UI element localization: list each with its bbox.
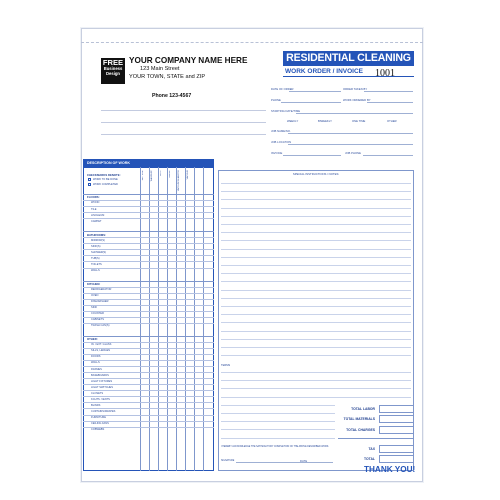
- instruction-line[interactable]: [221, 322, 411, 323]
- label-job-name: JOB NAME/NO.: [271, 130, 291, 133]
- terms-line[interactable]: [221, 413, 335, 414]
- column-header: VACUUM: [187, 170, 189, 180]
- perforation-line: [81, 42, 423, 43]
- company-name: YOUR COMPANY NAME HERE: [129, 56, 248, 65]
- label-job-phone: JOB PHONE: [345, 152, 361, 155]
- table-row: [83, 366, 214, 367]
- customer-line[interactable]: [101, 134, 266, 135]
- instruction-line[interactable]: [221, 240, 411, 241]
- work-item-label[interactable]: SINK: [91, 306, 98, 310]
- thank-you-text: THANK YOU!: [364, 465, 416, 474]
- work-item-label[interactable]: TOILETS: [91, 262, 102, 266]
- instruction-line[interactable]: [221, 290, 411, 291]
- instruction-line[interactable]: [221, 281, 411, 282]
- starting-date-time-field[interactable]: [296, 113, 413, 114]
- order-taken-by-field[interactable]: [364, 91, 413, 92]
- instruction-line[interactable]: [221, 339, 411, 340]
- company-city: YOUR TOWN, STATE and ZIP: [129, 74, 206, 80]
- label-invoice: INVOICE: [271, 152, 283, 155]
- form-title: RESIDENTIAL CLEANING: [283, 51, 414, 66]
- total-charges-box[interactable]: [379, 426, 414, 434]
- instruction-line[interactable]: [221, 249, 411, 250]
- work-item-label[interactable]: CEILING FANS: [91, 421, 109, 425]
- terms-line[interactable]: [221, 405, 335, 406]
- totals-separator: [338, 438, 414, 439]
- column-header: WAX/BUFF: [151, 170, 153, 182]
- table-row: [83, 360, 214, 361]
- work-item-label[interactable]: FRAMES: [91, 367, 102, 371]
- work-item-label[interactable]: MIRROR(S): [91, 238, 105, 242]
- work-item-label[interactable]: TUB(S): [91, 256, 100, 260]
- section-divider: [83, 194, 214, 195]
- work-item-label[interactable]: DOORS: [91, 355, 101, 359]
- terms-line[interactable]: [221, 380, 411, 381]
- instruction-line[interactable]: [221, 208, 411, 209]
- terms-line[interactable]: [221, 388, 411, 389]
- table-row: [83, 293, 214, 294]
- label-order-taken-by: ORDER TAKEN BY: [343, 88, 368, 91]
- work-item-label[interactable]: CABINETS: [91, 318, 104, 322]
- work-item-label[interactable]: WALLS: [91, 268, 100, 272]
- instruction-line[interactable]: [221, 355, 411, 356]
- column-header: SWEEP: [169, 170, 171, 178]
- work-completed-label: WORK COMPLETED: [93, 183, 118, 186]
- job-location-field[interactable]: [288, 144, 413, 145]
- instruction-line[interactable]: [221, 298, 411, 299]
- work-item-label[interactable]: BLINDS: [91, 403, 101, 407]
- section-title: OTHER:: [87, 337, 98, 342]
- instruction-line[interactable]: [221, 199, 411, 200]
- total-labor-label: TOTAL LABOR: [351, 407, 375, 411]
- work-item-label[interactable]: COUNTER: [91, 312, 104, 316]
- label-job-location: JOB LOCATION: [271, 141, 292, 144]
- terms-line[interactable]: [221, 397, 411, 398]
- work-to-be-done-checkbox: [88, 178, 91, 181]
- table-row: [83, 268, 214, 269]
- work-item-label[interactable]: FURNITURE: [91, 415, 106, 419]
- work-item-label[interactable]: CLOSETS: [91, 391, 104, 395]
- logo-design-text: Design: [106, 70, 120, 76]
- work-item-label[interactable]: LIGHT SWITCHES: [91, 385, 114, 389]
- work-item-label[interactable]: DISHWASHER: [91, 300, 109, 304]
- table-row: [83, 200, 214, 201]
- table-row: [83, 402, 214, 403]
- label-phone: PHONE: [271, 99, 281, 102]
- terms-line[interactable]: [221, 372, 411, 373]
- tax-label: TAX: [368, 447, 375, 451]
- instruction-line[interactable]: [221, 216, 411, 217]
- instruction-line[interactable]: [221, 224, 411, 225]
- total-materials-box[interactable]: [379, 415, 414, 423]
- table-row: [83, 218, 214, 219]
- instruction-line[interactable]: [221, 191, 411, 192]
- company-logo: [101, 58, 125, 84]
- work-item-label[interactable]: CARPET: [91, 219, 102, 223]
- column-header: VACUUM/SHAMPOO: [178, 170, 180, 192]
- date-label: DATE: [300, 460, 308, 463]
- work-item-label[interactable]: IN. / EXT. GLASS: [91, 343, 112, 347]
- instruction-line[interactable]: [221, 306, 411, 307]
- work-item-label[interactable]: WALLS: [91, 361, 100, 365]
- work-item-label[interactable]: COBWEBS: [91, 428, 105, 432]
- phone-field[interactable]: [281, 102, 341, 103]
- total-charges-label: TOTAL CHARGES: [346, 428, 375, 432]
- work-item-label[interactable]: SILLS, LEDGES: [91, 349, 111, 353]
- signature-field[interactable]: [236, 462, 333, 463]
- option-one-time[interactable]: ONE TIME: [352, 120, 366, 123]
- instruction-line[interactable]: [221, 331, 411, 332]
- terms-line[interactable]: [221, 438, 335, 439]
- work-item-label[interactable]: SINK(S): [91, 244, 101, 248]
- company-street: 123 Main Street: [140, 66, 180, 72]
- instruction-line[interactable]: [221, 347, 411, 348]
- terms-label: TERMS: [221, 364, 231, 367]
- section-title: FLOORS:: [87, 195, 100, 200]
- work-item-label[interactable]: WOOD: [91, 201, 100, 205]
- invoice-field[interactable]: [283, 155, 341, 156]
- instruction-line[interactable]: [221, 183, 411, 184]
- label-starting-date-time: STARTING DATE/TIME: [271, 110, 301, 113]
- table-row: [83, 261, 214, 262]
- instruction-line[interactable]: [221, 232, 411, 233]
- section-title: KITCHEN:: [87, 281, 101, 286]
- work-completed-checkbox: [88, 183, 91, 186]
- logo-free-text: FREE: [102, 58, 124, 67]
- work-item-label[interactable]: LINOLEUM: [91, 213, 105, 217]
- table-row: [83, 305, 214, 306]
- work-ordered-by-field[interactable]: [367, 102, 413, 103]
- label-work-ordered-by: WORK ORDERED BY: [343, 99, 371, 102]
- work-item-label[interactable]: REFRIGERATOR: [91, 287, 112, 291]
- option-other[interactable]: OTHER: [387, 120, 397, 123]
- form-number: 1001: [375, 68, 395, 79]
- signature-text: SIGNATURE: [221, 460, 235, 462]
- special-instructions-title: SPECIAL INSTRUCTIONS / NOTES:: [292, 172, 340, 176]
- instruction-line[interactable]: [221, 314, 411, 315]
- total-labor-box[interactable]: [379, 405, 414, 413]
- work-item-label[interactable]: CURTAINS/DRAPES: [91, 409, 116, 413]
- option-biweekly[interactable]: BIWEEKLY: [318, 120, 332, 123]
- total-label: TOTAL: [364, 457, 375, 461]
- tax-box[interactable]: [379, 445, 414, 453]
- customer-line[interactable]: [101, 110, 266, 111]
- column-header: DUST: [160, 170, 162, 176]
- column-header: WET MOP: [142, 170, 144, 181]
- instruction-line[interactable]: [221, 273, 411, 274]
- work-item-label[interactable]: BASEBOARDS: [91, 373, 109, 377]
- table-row: [83, 206, 214, 207]
- checkmarks-denote-label: CHECKMARKS DENOTE:: [87, 173, 121, 177]
- total-materials-label: TOTAL MATERIALS: [343, 417, 375, 421]
- work-item-label[interactable]: TILE: [91, 207, 97, 211]
- terms-line[interactable]: [221, 421, 335, 422]
- form-subtitle: WORK ORDER / INVOICE: [285, 68, 364, 75]
- logo-business-text: Business: [103, 66, 123, 71]
- instruction-line[interactable]: [221, 265, 411, 266]
- instruction-line[interactable]: [221, 257, 411, 258]
- section-divider: [83, 336, 214, 337]
- table-row: [83, 255, 214, 256]
- customer-line[interactable]: [101, 122, 266, 123]
- authorization-text: I HEREBY ACKNOWLEDGE THE SATISFACTORY COMPLETION OF THE ABOVE DESCRIBED WORK.: [221, 446, 330, 448]
- option-weekly[interactable]: WEEKLY: [287, 120, 299, 123]
- table-row: [83, 354, 214, 355]
- job-phone-field[interactable]: [363, 155, 413, 156]
- work-item-label[interactable]: TRASH CAN(S): [91, 324, 110, 328]
- company-phone: Phone 123-4567: [152, 93, 192, 99]
- description-header: DESCRIPTION OF WORK: [83, 159, 214, 167]
- work-to-be-done-label: WORK TO BE DONE: [93, 178, 118, 181]
- work-item-label[interactable]: OVEN: [91, 294, 99, 297]
- section-title: BATHROOMS:: [87, 232, 107, 237]
- work-item-label[interactable]: SHOWER(S): [91, 250, 107, 254]
- job-name-field[interactable]: [288, 133, 413, 134]
- label-date-of-order: DATE OF ORDER: [271, 88, 294, 91]
- section-divider: [83, 281, 214, 282]
- work-item-label[interactable]: LIGHT FIXTURES: [91, 379, 113, 383]
- work-item-label[interactable]: KCHTS. VENTS: [91, 397, 110, 401]
- total-box[interactable]: [379, 455, 414, 463]
- date-of-order-field[interactable]: [289, 91, 341, 92]
- table-row: [83, 243, 214, 244]
- signature-label: [221, 460, 234, 462]
